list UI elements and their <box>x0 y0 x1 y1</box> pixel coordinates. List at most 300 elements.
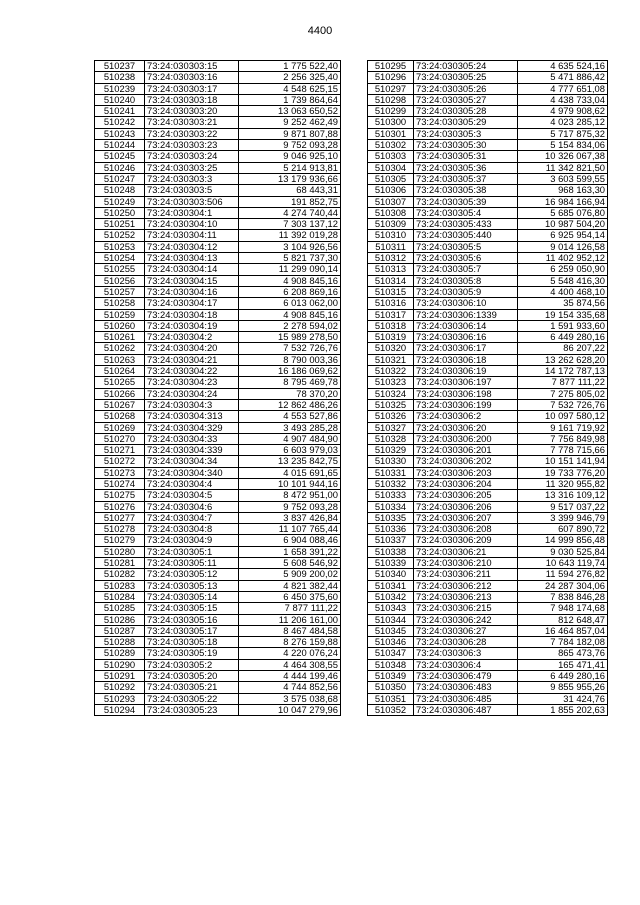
cadastral-value: 5 608 546,92 <box>239 558 341 569</box>
row-number: 510337 <box>368 535 414 546</box>
row-number: 510290 <box>95 659 145 670</box>
table-row <box>95 659 341 670</box>
table-row <box>95 162 341 173</box>
cadastral-number: 73:24:030304:2 <box>145 332 239 343</box>
cadastral-value: 7 778 715,66 <box>518 445 608 456</box>
row-number: 510339 <box>368 558 414 569</box>
table-row <box>368 61 608 72</box>
table-row <box>95 253 341 264</box>
cadastral-value: 4 635 524,16 <box>518 61 608 72</box>
table-row <box>95 614 341 625</box>
cadastral-number: 73:24:030305:22 <box>145 693 239 704</box>
cadastral-number: 73:24:030306:210 <box>414 558 518 569</box>
row-number: 510350 <box>368 682 414 693</box>
cadastral-number: 73:24:030306:207 <box>414 512 518 523</box>
cadastral-number: 73:24:030304:5 <box>145 490 239 501</box>
cadastral-value: 4 979 908,62 <box>518 106 608 117</box>
cadastral-number: 73:24:030305:7 <box>414 264 518 275</box>
cadastral-value: 4 821 382,44 <box>239 580 341 591</box>
row-number: 510252 <box>95 230 145 241</box>
cadastral-number: 73:24:030305:18 <box>145 637 239 648</box>
row-number: 510319 <box>368 332 414 343</box>
row-number: 510278 <box>95 524 145 535</box>
row-number: 510247 <box>95 173 145 184</box>
cadastral-number: 73:24:030305:36 <box>414 162 518 173</box>
row-number: 510317 <box>368 309 414 320</box>
cadastral-number: 73:24:030304:19 <box>145 320 239 331</box>
row-number: 510240 <box>95 94 145 105</box>
cadastral-value: 5 214 913,81 <box>239 162 341 173</box>
cadastral-value: 4 400 468,10 <box>518 286 608 297</box>
cadastral-number: 73:24:030306:17 <box>414 343 518 354</box>
cadastral-number: 73:24:030306:213 <box>414 591 518 602</box>
table-row <box>95 490 341 501</box>
cadastral-number: 73:24:030305:26 <box>414 83 518 94</box>
cadastral-number: 73:24:030305:29 <box>414 117 518 128</box>
cadastral-value: 16 186 069,62 <box>239 366 341 377</box>
cadastral-value: 15 989 278,50 <box>239 332 341 343</box>
cadastral-value: 1 658 391,22 <box>239 546 341 557</box>
cadastral-number: 73:24:030306:487 <box>414 704 518 715</box>
cadastral-value: 3 399 946,79 <box>518 512 608 523</box>
row-number: 510307 <box>368 196 414 207</box>
cadastral-number: 73:24:030304:11 <box>145 230 239 241</box>
cadastral-number: 73:24:030304:329 <box>145 422 239 433</box>
row-number: 510324 <box>368 388 414 399</box>
row-number: 510250 <box>95 207 145 218</box>
table-row <box>95 343 341 354</box>
cadastral-value: 7 275 805,02 <box>518 388 608 399</box>
table-row <box>368 106 608 117</box>
table-row <box>368 83 608 94</box>
cadastral-number: 73:24:030304:313 <box>145 411 239 422</box>
row-number: 510286 <box>95 614 145 625</box>
cadastral-number: 73:24:030306:209 <box>414 535 518 546</box>
table-row <box>95 83 341 94</box>
cadastral-number: 73:24:030304:20 <box>145 343 239 354</box>
cadastral-value: 191 852,75 <box>239 196 341 207</box>
table-row <box>368 422 608 433</box>
row-number: 510259 <box>95 309 145 320</box>
table-row <box>95 72 341 83</box>
cadastral-value: 4 777 651,08 <box>518 83 608 94</box>
row-number: 510327 <box>368 422 414 433</box>
cadastral-value: 4 907 484,90 <box>239 433 341 444</box>
cadastral-value: 7 532 726,76 <box>239 343 341 354</box>
cadastral-value: 10 047 279,96 <box>239 704 341 715</box>
cadastral-value: 5 909 200,02 <box>239 569 341 580</box>
table-row <box>95 185 341 196</box>
row-number: 510255 <box>95 264 145 275</box>
cadastral-value: 6 904 088,46 <box>239 535 341 546</box>
table-row <box>95 320 341 331</box>
cadastral-value: 4 015 691,65 <box>239 467 341 478</box>
table-row <box>95 377 341 388</box>
cadastral-number: 73:24:030306:197 <box>414 377 518 388</box>
table-row <box>368 569 608 580</box>
table-row <box>95 580 341 591</box>
row-number: 510323 <box>368 377 414 388</box>
row-number: 510273 <box>95 467 145 478</box>
cadastral-value: 14 172 787,13 <box>518 366 608 377</box>
table-row <box>95 219 341 230</box>
table-row <box>368 286 608 297</box>
cadastral-value: 11 402 952,12 <box>518 253 608 264</box>
table-row <box>368 241 608 252</box>
cadastral-number: 73:24:030305:2 <box>145 659 239 670</box>
cadastral-value: 68 443,31 <box>239 185 341 196</box>
cadastral-number: 73:24:030305:25 <box>414 72 518 83</box>
cadastral-number: 73:24:030306:204 <box>414 478 518 489</box>
table-row <box>368 332 608 343</box>
cadastral-value: 10 097 580,12 <box>518 411 608 422</box>
cadastral-value: 607 890,72 <box>518 524 608 535</box>
table-row <box>368 535 608 546</box>
table-row <box>368 682 608 693</box>
table-row <box>95 241 341 252</box>
cadastral-value: 5 471 886,42 <box>518 72 608 83</box>
table-row <box>368 625 608 636</box>
row-number: 510283 <box>95 580 145 591</box>
cadastral-number: 73:24:030304:339 <box>145 445 239 456</box>
row-number: 510314 <box>368 275 414 286</box>
table-row <box>95 456 341 467</box>
row-number: 510306 <box>368 185 414 196</box>
cadastral-value: 2 256 325,40 <box>239 72 341 83</box>
cadastral-value: 4 274 740,44 <box>239 207 341 218</box>
row-number: 510309 <box>368 219 414 230</box>
cadastral-number: 73:24:030306:205 <box>414 490 518 501</box>
row-number: 510338 <box>368 546 414 557</box>
row-number: 510303 <box>368 151 414 162</box>
row-number: 510267 <box>95 399 145 410</box>
left-register-table <box>94 60 341 716</box>
cadastral-number: 73:24:030306:242 <box>414 614 518 625</box>
cadastral-value: 9 252 462,49 <box>239 117 341 128</box>
cadastral-number: 73:24:030305:38 <box>414 185 518 196</box>
table-row <box>368 230 608 241</box>
row-number: 510347 <box>368 648 414 659</box>
cadastral-number: 73:24:030306:20 <box>414 422 518 433</box>
table-row <box>368 275 608 286</box>
row-number: 510248 <box>95 185 145 196</box>
cadastral-value: 9 752 093,28 <box>239 140 341 151</box>
cadastral-number: 73:24:030306:215 <box>414 603 518 614</box>
cadastral-value: 19 733 776,20 <box>518 467 608 478</box>
table-row <box>95 422 341 433</box>
cadastral-number: 73:24:030306:21 <box>414 546 518 557</box>
table-row <box>368 637 608 648</box>
cadastral-value: 3 575 038,68 <box>239 693 341 704</box>
table-row <box>368 558 608 569</box>
cadastral-value: 10 987 504,20 <box>518 219 608 230</box>
cadastral-value: 10 643 119,74 <box>518 558 608 569</box>
cadastral-number: 73:24:030305:21 <box>145 682 239 693</box>
row-number: 510342 <box>368 591 414 602</box>
row-number: 510242 <box>95 117 145 128</box>
cadastral-number: 73:24:030305:27 <box>414 94 518 105</box>
row-number: 510318 <box>368 320 414 331</box>
table-row <box>368 399 608 410</box>
cadastral-value: 11 206 161,00 <box>239 614 341 625</box>
cadastral-value: 1 739 864,64 <box>239 94 341 105</box>
right-register-body <box>368 61 608 716</box>
table-row <box>95 433 341 444</box>
row-number: 510351 <box>368 693 414 704</box>
row-number: 510348 <box>368 659 414 670</box>
cadastral-number: 73:24:030305:13 <box>145 580 239 591</box>
cadastral-value: 8 795 469,78 <box>239 377 341 388</box>
table-row <box>368 207 608 218</box>
cadastral-number: 73:24:030306:3 <box>414 648 518 659</box>
table-row <box>95 682 341 693</box>
row-number: 510289 <box>95 648 145 659</box>
cadastral-value: 6 603 979,03 <box>239 445 341 456</box>
cadastral-value: 13 063 650,52 <box>239 106 341 117</box>
cadastral-number: 73:24:030304:24 <box>145 388 239 399</box>
row-number: 510261 <box>95 332 145 343</box>
table-row <box>368 128 608 139</box>
row-number: 510271 <box>95 445 145 456</box>
cadastral-value: 16 984 166,94 <box>518 196 608 207</box>
table-row <box>368 253 608 264</box>
cadastral-number: 73:24:030304:21 <box>145 354 239 365</box>
row-number: 510326 <box>368 411 414 422</box>
table-row <box>368 354 608 365</box>
row-number: 510331 <box>368 467 414 478</box>
table-row <box>95 106 341 117</box>
cadastral-number: 73:24:030306:483 <box>414 682 518 693</box>
table-row <box>368 490 608 501</box>
cadastral-value: 5 717 875,32 <box>518 128 608 139</box>
cadastral-number: 73:24:030304:12 <box>145 241 239 252</box>
cadastral-number: 73:24:030305:440 <box>414 230 518 241</box>
table-row <box>368 693 608 704</box>
right-register-table <box>367 60 608 716</box>
cadastral-value: 1 591 933,60 <box>518 320 608 331</box>
cadastral-number: 73:24:030304:7 <box>145 512 239 523</box>
table-row <box>95 478 341 489</box>
cadastral-value: 10 101 944,16 <box>239 478 341 489</box>
table-row <box>368 151 608 162</box>
table-row <box>368 377 608 388</box>
row-number: 510313 <box>368 264 414 275</box>
table-row <box>95 275 341 286</box>
cadastral-value: 9 855 955,26 <box>518 682 608 693</box>
row-number: 510328 <box>368 433 414 444</box>
row-number: 510254 <box>95 253 145 264</box>
cadastral-number: 73:24:030303:506 <box>145 196 239 207</box>
row-number: 510301 <box>368 128 414 139</box>
table-row <box>95 388 341 399</box>
cadastral-value: 6 449 280,16 <box>518 671 608 682</box>
cadastral-number: 73:24:030306:203 <box>414 467 518 478</box>
row-number: 510336 <box>368 524 414 535</box>
cadastral-number: 73:24:030304:10 <box>145 219 239 230</box>
cadastral-number: 73:24:030304:340 <box>145 467 239 478</box>
cadastral-value: 11 299 090,14 <box>239 264 341 275</box>
cadastral-number: 73:24:030305:3 <box>414 128 518 139</box>
table-row <box>368 614 608 625</box>
cadastral-number: 73:24:030304:33 <box>145 433 239 444</box>
cadastral-value: 7 756 849,98 <box>518 433 608 444</box>
cadastral-number: 73:24:030304:23 <box>145 377 239 388</box>
table-row <box>368 94 608 105</box>
row-number: 510320 <box>368 343 414 354</box>
cadastral-value: 11 342 821,50 <box>518 162 608 173</box>
cadastral-value: 5 685 076,80 <box>518 207 608 218</box>
cadastral-number: 73:24:030303:16 <box>145 72 239 83</box>
row-number: 510279 <box>95 535 145 546</box>
cadastral-number: 73:24:030305:8 <box>414 275 518 286</box>
cadastral-value: 35 874,56 <box>518 298 608 309</box>
cadastral-value: 7 303 137,12 <box>239 219 341 230</box>
cadastral-value: 8 790 003,36 <box>239 354 341 365</box>
row-number: 510329 <box>368 445 414 456</box>
table-row <box>368 117 608 128</box>
cadastral-number: 73:24:030304:4 <box>145 478 239 489</box>
row-number: 510253 <box>95 241 145 252</box>
table-row <box>95 230 341 241</box>
cadastral-number: 73:24:030305:5 <box>414 241 518 252</box>
table-row <box>368 591 608 602</box>
cadastral-value: 4 553 527,86 <box>239 411 341 422</box>
cadastral-value: 2 278 594,02 <box>239 320 341 331</box>
cadastral-number: 73:24:030305:37 <box>414 173 518 184</box>
cadastral-value: 9 046 925,10 <box>239 151 341 162</box>
table-row <box>368 603 608 614</box>
table-row <box>368 433 608 444</box>
table-row <box>95 61 341 72</box>
cadastral-number: 73:24:030306:28 <box>414 637 518 648</box>
row-number: 510260 <box>95 320 145 331</box>
cadastral-number: 73:24:030306:199 <box>414 399 518 410</box>
row-number: 510263 <box>95 354 145 365</box>
row-number: 510284 <box>95 591 145 602</box>
cadastral-value: 1 775 522,40 <box>239 61 341 72</box>
table-row <box>368 580 608 591</box>
row-number: 510249 <box>95 196 145 207</box>
cadastral-value: 4 023 285,12 <box>518 117 608 128</box>
row-number: 510334 <box>368 501 414 512</box>
cadastral-number: 73:24:030304:34 <box>145 456 239 467</box>
row-number: 510340 <box>368 569 414 580</box>
cadastral-value: 9 871 807,88 <box>239 128 341 139</box>
table-row <box>95 625 341 636</box>
row-number: 510262 <box>95 343 145 354</box>
row-number: 510298 <box>368 94 414 105</box>
table-row <box>95 298 341 309</box>
table-row <box>368 467 608 478</box>
table-row <box>368 140 608 151</box>
table-row <box>95 512 341 523</box>
table-row <box>368 445 608 456</box>
table-row <box>368 512 608 523</box>
row-number: 510322 <box>368 366 414 377</box>
cadastral-value: 13 179 936,66 <box>239 173 341 184</box>
cadastral-value: 10 326 067,38 <box>518 151 608 162</box>
table-row <box>95 591 341 602</box>
cadastral-number: 73:24:030306:201 <box>414 445 518 456</box>
cadastral-number: 73:24:030304:17 <box>145 298 239 309</box>
row-number: 510300 <box>368 117 414 128</box>
cadastral-number: 73:24:030305:19 <box>145 648 239 659</box>
row-number: 510275 <box>95 490 145 501</box>
cadastral-value: 7 532 726,76 <box>518 399 608 410</box>
cadastral-value: 9 014 126,58 <box>518 241 608 252</box>
cadastral-value: 10 151 141,94 <box>518 456 608 467</box>
cadastral-value: 6 013 062,00 <box>239 298 341 309</box>
row-number: 510332 <box>368 478 414 489</box>
cadastral-value: 5 154 834,06 <box>518 140 608 151</box>
row-number: 510315 <box>368 286 414 297</box>
cadastral-number: 73:24:030306:10 <box>414 298 518 309</box>
table-row <box>95 354 341 365</box>
table-row <box>95 332 341 343</box>
table-row <box>368 388 608 399</box>
cadastral-number: 73:24:030306:16 <box>414 332 518 343</box>
cadastral-value: 812 648,47 <box>518 614 608 625</box>
cadastral-value: 13 262 628,20 <box>518 354 608 365</box>
cadastral-number: 73:24:030305:28 <box>414 106 518 117</box>
row-number: 510312 <box>368 253 414 264</box>
table-row <box>95 411 341 422</box>
row-number: 510257 <box>95 286 145 297</box>
row-number: 510285 <box>95 603 145 614</box>
row-number: 510272 <box>95 456 145 467</box>
cadastral-value: 6 925 954,14 <box>518 230 608 241</box>
cadastral-number: 73:24:030305:17 <box>145 625 239 636</box>
cadastral-value: 9 161 719,92 <box>518 422 608 433</box>
cadastral-number: 73:24:030304:8 <box>145 524 239 535</box>
row-number: 510251 <box>95 219 145 230</box>
table-row <box>95 445 341 456</box>
table-row <box>368 366 608 377</box>
cadastral-number: 73:24:030304:3 <box>145 399 239 410</box>
cadastral-number: 73:24:030306:485 <box>414 693 518 704</box>
table-row <box>95 140 341 151</box>
row-number: 510265 <box>95 377 145 388</box>
row-number: 510302 <box>368 140 414 151</box>
cadastral-value: 4 744 852,56 <box>239 682 341 693</box>
table-row <box>368 411 608 422</box>
row-number: 510346 <box>368 637 414 648</box>
table-row <box>368 704 608 715</box>
cadastral-number: 73:24:030304:15 <box>145 275 239 286</box>
row-number: 510345 <box>368 625 414 636</box>
row-number: 510258 <box>95 298 145 309</box>
cadastral-number: 73:24:030306:4 <box>414 659 518 670</box>
cadastral-value: 1 855 202,63 <box>518 704 608 715</box>
cadastral-number: 73:24:030306:211 <box>414 569 518 580</box>
cadastral-value: 968 163,30 <box>518 185 608 196</box>
cadastral-value: 14 999 856,48 <box>518 535 608 546</box>
cadastral-value: 78 370,20 <box>239 388 341 399</box>
cadastral-value: 16 464 857,04 <box>518 625 608 636</box>
page-number: 4400 <box>307 25 333 37</box>
cadastral-number: 73:24:030303:3 <box>145 173 239 184</box>
table-row <box>95 501 341 512</box>
cadastral-value: 3 603 599,55 <box>518 173 608 184</box>
table-row <box>95 151 341 162</box>
row-number: 510299 <box>368 106 414 117</box>
table-row <box>368 320 608 331</box>
row-number: 510287 <box>95 625 145 636</box>
table-row <box>95 366 341 377</box>
table-row <box>368 478 608 489</box>
table-row <box>95 693 341 704</box>
row-number: 510349 <box>368 671 414 682</box>
